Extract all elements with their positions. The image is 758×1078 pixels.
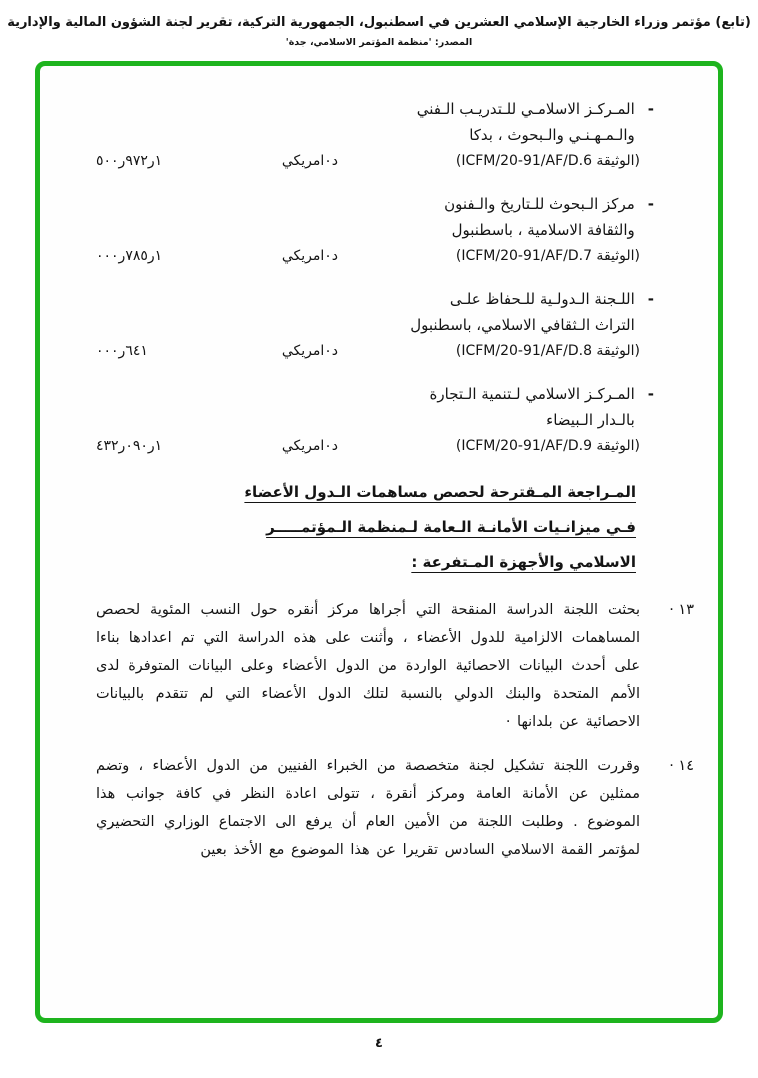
page-footer <box>0 1032 758 1051</box>
document-ref: (الوثيقة ICFM/20-91/AF/D.9) <box>455 438 640 454</box>
heading-text: المـراجعة المـقترحة لحصص مساهمات الـدول الأعضاء <box>244 483 636 501</box>
heading-line-3 <box>96 552 636 572</box>
document-ref: (الوثيقة ICFM/20-91/AF/D.6) <box>455 153 640 169</box>
heading-line-1 <box>96 482 636 502</box>
item-reference-row <box>96 153 694 169</box>
amount-value: ٠٠٠ر٦٤١ <box>96 343 148 359</box>
item-reference-row <box>96 438 694 454</box>
budget-item-2 <box>96 191 694 264</box>
item-title-line2: والـمـهـنـي والـبحوث ، بدكا <box>469 126 635 144</box>
item-title-line1: اللـجنة الـدولـية للـحفاظ علـى <box>449 290 635 308</box>
item-title <box>444 191 635 243</box>
item-title-line2: والثقافة الاسلامية ، باسطنبول <box>451 221 635 239</box>
scan-frame <box>35 61 723 1023</box>
page-header <box>0 0 758 48</box>
scanned-document <box>40 66 718 864</box>
budget-item-3 <box>96 286 694 359</box>
item-title-row <box>96 191 694 243</box>
currency-label: د٠امريكي <box>281 343 338 359</box>
paragraph-text: وقررت اللجنة تشكيل لجنة متخصصة من الخبراء الفنيين من الدول الأعضاء ، وتضم ممثلين عن الأمانة العامة ومركز أنقرة ، تتولى اعادة النظر في كافة جوانب هذا الموضوع . وطلبت اللجنة من الأمين العام أن يرفع الى الاجتماع الوزاري التحضيري لمؤتمر القمة الاسلامي السادس تقريرا عن هذا الموضوع مع الأخذ بعين <box>96 758 640 858</box>
document-source: المصدر: 'منظمة المؤتمر الاسلامي، جدة' <box>285 37 473 48</box>
item-title-line1: المـركـز الاسلامـي للـتدريـب الـفني <box>416 100 635 118</box>
page-number: ٤ <box>375 1036 383 1051</box>
item-title <box>430 381 635 433</box>
document-ref: (الوثيقة ICFM/20-91/AF/D.7) <box>455 248 640 264</box>
budget-item-4 <box>96 381 694 454</box>
amount-value: ٠٠٠ر٧٨٥ر١ <box>96 248 163 264</box>
currency-label: د٠امريكي <box>281 153 338 169</box>
amount-value: ٥٠٠ر٩٧٢ر١ <box>96 153 163 169</box>
bullet-dash: - <box>647 290 654 308</box>
budget-item-1 <box>96 96 694 169</box>
section-heading <box>96 482 636 572</box>
amount-value: ٤٣٢ر٠٩٠ر١ <box>96 438 163 454</box>
paragraph-13 <box>96 596 694 736</box>
bullet-dash: - <box>647 195 654 213</box>
paragraph-text: بحثت اللجنة الدراسة المنقحة التي أجراها مركز أنقره حول النسب المئوية لحصص المساهمات الالزامية للدول الأعضاء ، وأثنت على هذه الدراسة التي تم اعدادها بناءا على أحدث البيانات الاحصائية الواردة من الدول الأعضاء وعلى البيانات المتوفرة لدى الأمم المتحدة والبنك الدولي بالنسبة لتلك الدول الأعضاء التي لم تتقدم بالبيانات الاحصائية عن بلدانها · <box>96 602 640 730</box>
paragraph-number: ١٤ · <box>669 758 694 774</box>
item-reference-row <box>96 343 694 359</box>
item-title <box>417 96 635 148</box>
heading-text: فـي ميزانـيات الأمانـة الـعامة لـمنظمة الـمؤتمـــــر <box>266 518 636 536</box>
document-title: (تابع) مؤتمر وزراء الخارجية الإسلامي العشرين في اسطنبول، الجمهورية التركية، تقرير لجنة الشؤون المالية والإدارية <box>7 15 751 30</box>
item-title-row <box>96 381 694 433</box>
item-title-row <box>96 286 694 338</box>
item-title-line1: مركز الـبحوث للـتاريخ والـفنون <box>444 195 635 213</box>
document-ref: (الوثيقة ICFM/20-91/AF/D.8) <box>455 343 640 359</box>
heading-line-2 <box>96 517 636 537</box>
item-title <box>410 286 635 338</box>
currency-label: د٠امريكي <box>281 438 338 454</box>
item-reference-row <box>96 248 694 264</box>
item-title-line1: المـركـز الاسلامي لـتنمية الـتجارة <box>429 385 635 403</box>
paragraph-14 <box>96 752 694 864</box>
currency-label: د٠امريكي <box>281 248 338 264</box>
bullet-dash: - <box>647 100 654 118</box>
item-title-line2: التراث الـثقافي الاسلامي، باسطنبول <box>410 316 635 334</box>
heading-text: الاسلامي والأجهزة المـتفرعة : <box>411 553 636 571</box>
paragraph-number: ١٣ · <box>669 602 694 618</box>
item-title-row <box>96 96 694 148</box>
item-title-line2: بالـدار الـبيضاء <box>546 411 635 429</box>
bullet-dash: - <box>647 385 654 403</box>
